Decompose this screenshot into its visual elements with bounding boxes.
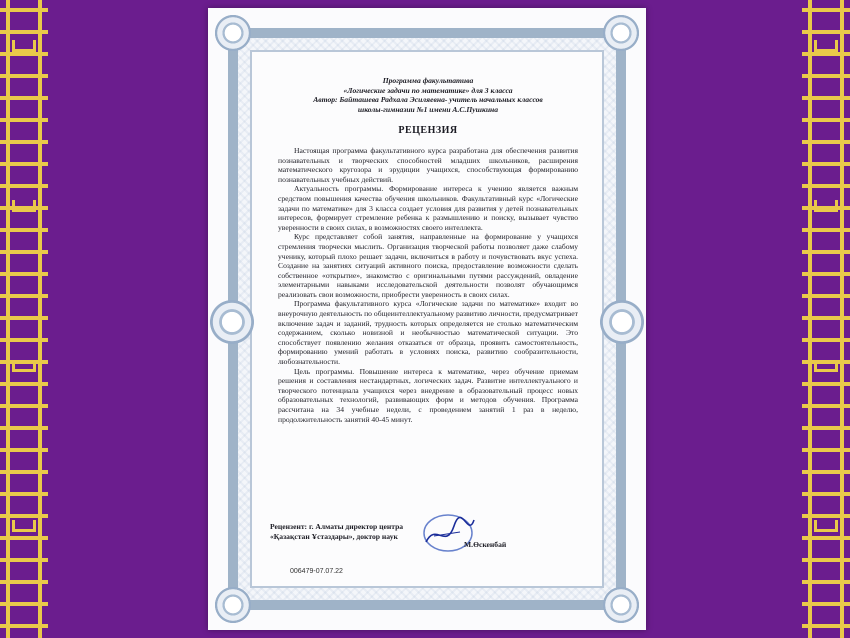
reviewer-line: «Қазақстан Ұстаздары», доктор наук bbox=[270, 531, 398, 541]
corner-rosette bbox=[210, 582, 256, 628]
document-number: 006479-07.07.22 bbox=[290, 568, 343, 575]
corner-rosette bbox=[598, 10, 644, 56]
paragraph: Программа факультативного курса «Логические задачи по математике» входит во внеурочную деятельность по общеинтеллектуальному развитию личности, предусматривает включение задач и заданий, трудность которых определяется не столько математическим содержанием, сколько новизной и необычностью математической ситуации. Это способствует появлению желания отказаться от образца, проявить самостоятельность, формированию умений работать в условиях поиска, развитию сообразительности, любознательности. bbox=[278, 299, 578, 367]
meander-motif bbox=[814, 40, 838, 52]
document-title: РЕЦЕНЗИЯ bbox=[398, 125, 458, 137]
paragraph: Курс представляет собой занятия, направленные на формирование у учащихся стремления творчески мыслить. Организация творческой работы позволяет даже слабому ученику, который плохо решает задачи, включиться в работу и почувствовать вкус успеха. Создание на занятиях ситуаций активного поиска, предоставление возможности сделать собственное «открытие», знакомство с оригинальными путями рассуждений, овладение элементарными навыками исследовательской деятельности позволят обучающимся реализовать свои возможности, приобрести уверенность в своих силах. bbox=[278, 232, 578, 299]
meander-motif bbox=[814, 200, 838, 212]
corner-rosette bbox=[210, 10, 256, 56]
program-school: школы-гимназии №1 имени А.С.Пушкина bbox=[357, 104, 499, 114]
program-title: «Логические задачи по математике» для 3 класса bbox=[343, 85, 513, 95]
paragraph: Актуальность программы. Формирование интереса к учению является важным средством повышения качества обучения школьников. Факультативный курс «Логические задачи по математике» для 3 класса создает условия для развития у детей познавательных интересов, формирует стремление ребенка к размышлению и поиску, вызывает чувство уверенности в своих силах, в возможностях своего интеллекта. bbox=[278, 184, 578, 232]
meander-motif bbox=[12, 40, 36, 52]
side-rosette bbox=[204, 294, 260, 350]
meander-motif bbox=[12, 520, 36, 532]
document-body bbox=[278, 76, 578, 424]
paragraph: Цель программы. Повышение интереса к математике, через обучение приемам решения и составления нестандартных, логических задач. Развитие интеллектуального и творческого потенциала учащихся через внедрение в образовательный процесс новых образовательных технологий, развивающих форм и методов обучения. Программа рассчитана на 34 учебные недели, с проведением занятий 1 раз в неделю, продолжительность занятий 40-45 минут. bbox=[278, 366, 578, 424]
meander-motif bbox=[814, 360, 838, 372]
paragraph: Настоящая программа факультативного курса разработана для обеспечения развития познавательных и творческих способностей младших школьников, расширения математического кругозора и эрудиции учащихся, способствующая формированию познавательных учебных действий. bbox=[278, 145, 578, 184]
program-author: Автор: Байташева Радхала Эсиляевна- учитель начальных классов bbox=[313, 95, 543, 105]
left-ornament-border bbox=[0, 0, 48, 638]
right-ornament-border bbox=[802, 0, 850, 638]
side-rosette bbox=[594, 294, 650, 350]
reviewer-line: Рецензент: г. Алматы директор центра bbox=[270, 522, 404, 531]
signature-name: М.Өскенбай bbox=[464, 540, 507, 549]
meander-motif bbox=[12, 360, 36, 372]
corner-rosette bbox=[598, 582, 644, 628]
review-document bbox=[208, 8, 646, 630]
meander-motif bbox=[814, 520, 838, 532]
program-heading: Программа факультатива bbox=[382, 76, 474, 85]
meander-motif bbox=[12, 200, 36, 212]
